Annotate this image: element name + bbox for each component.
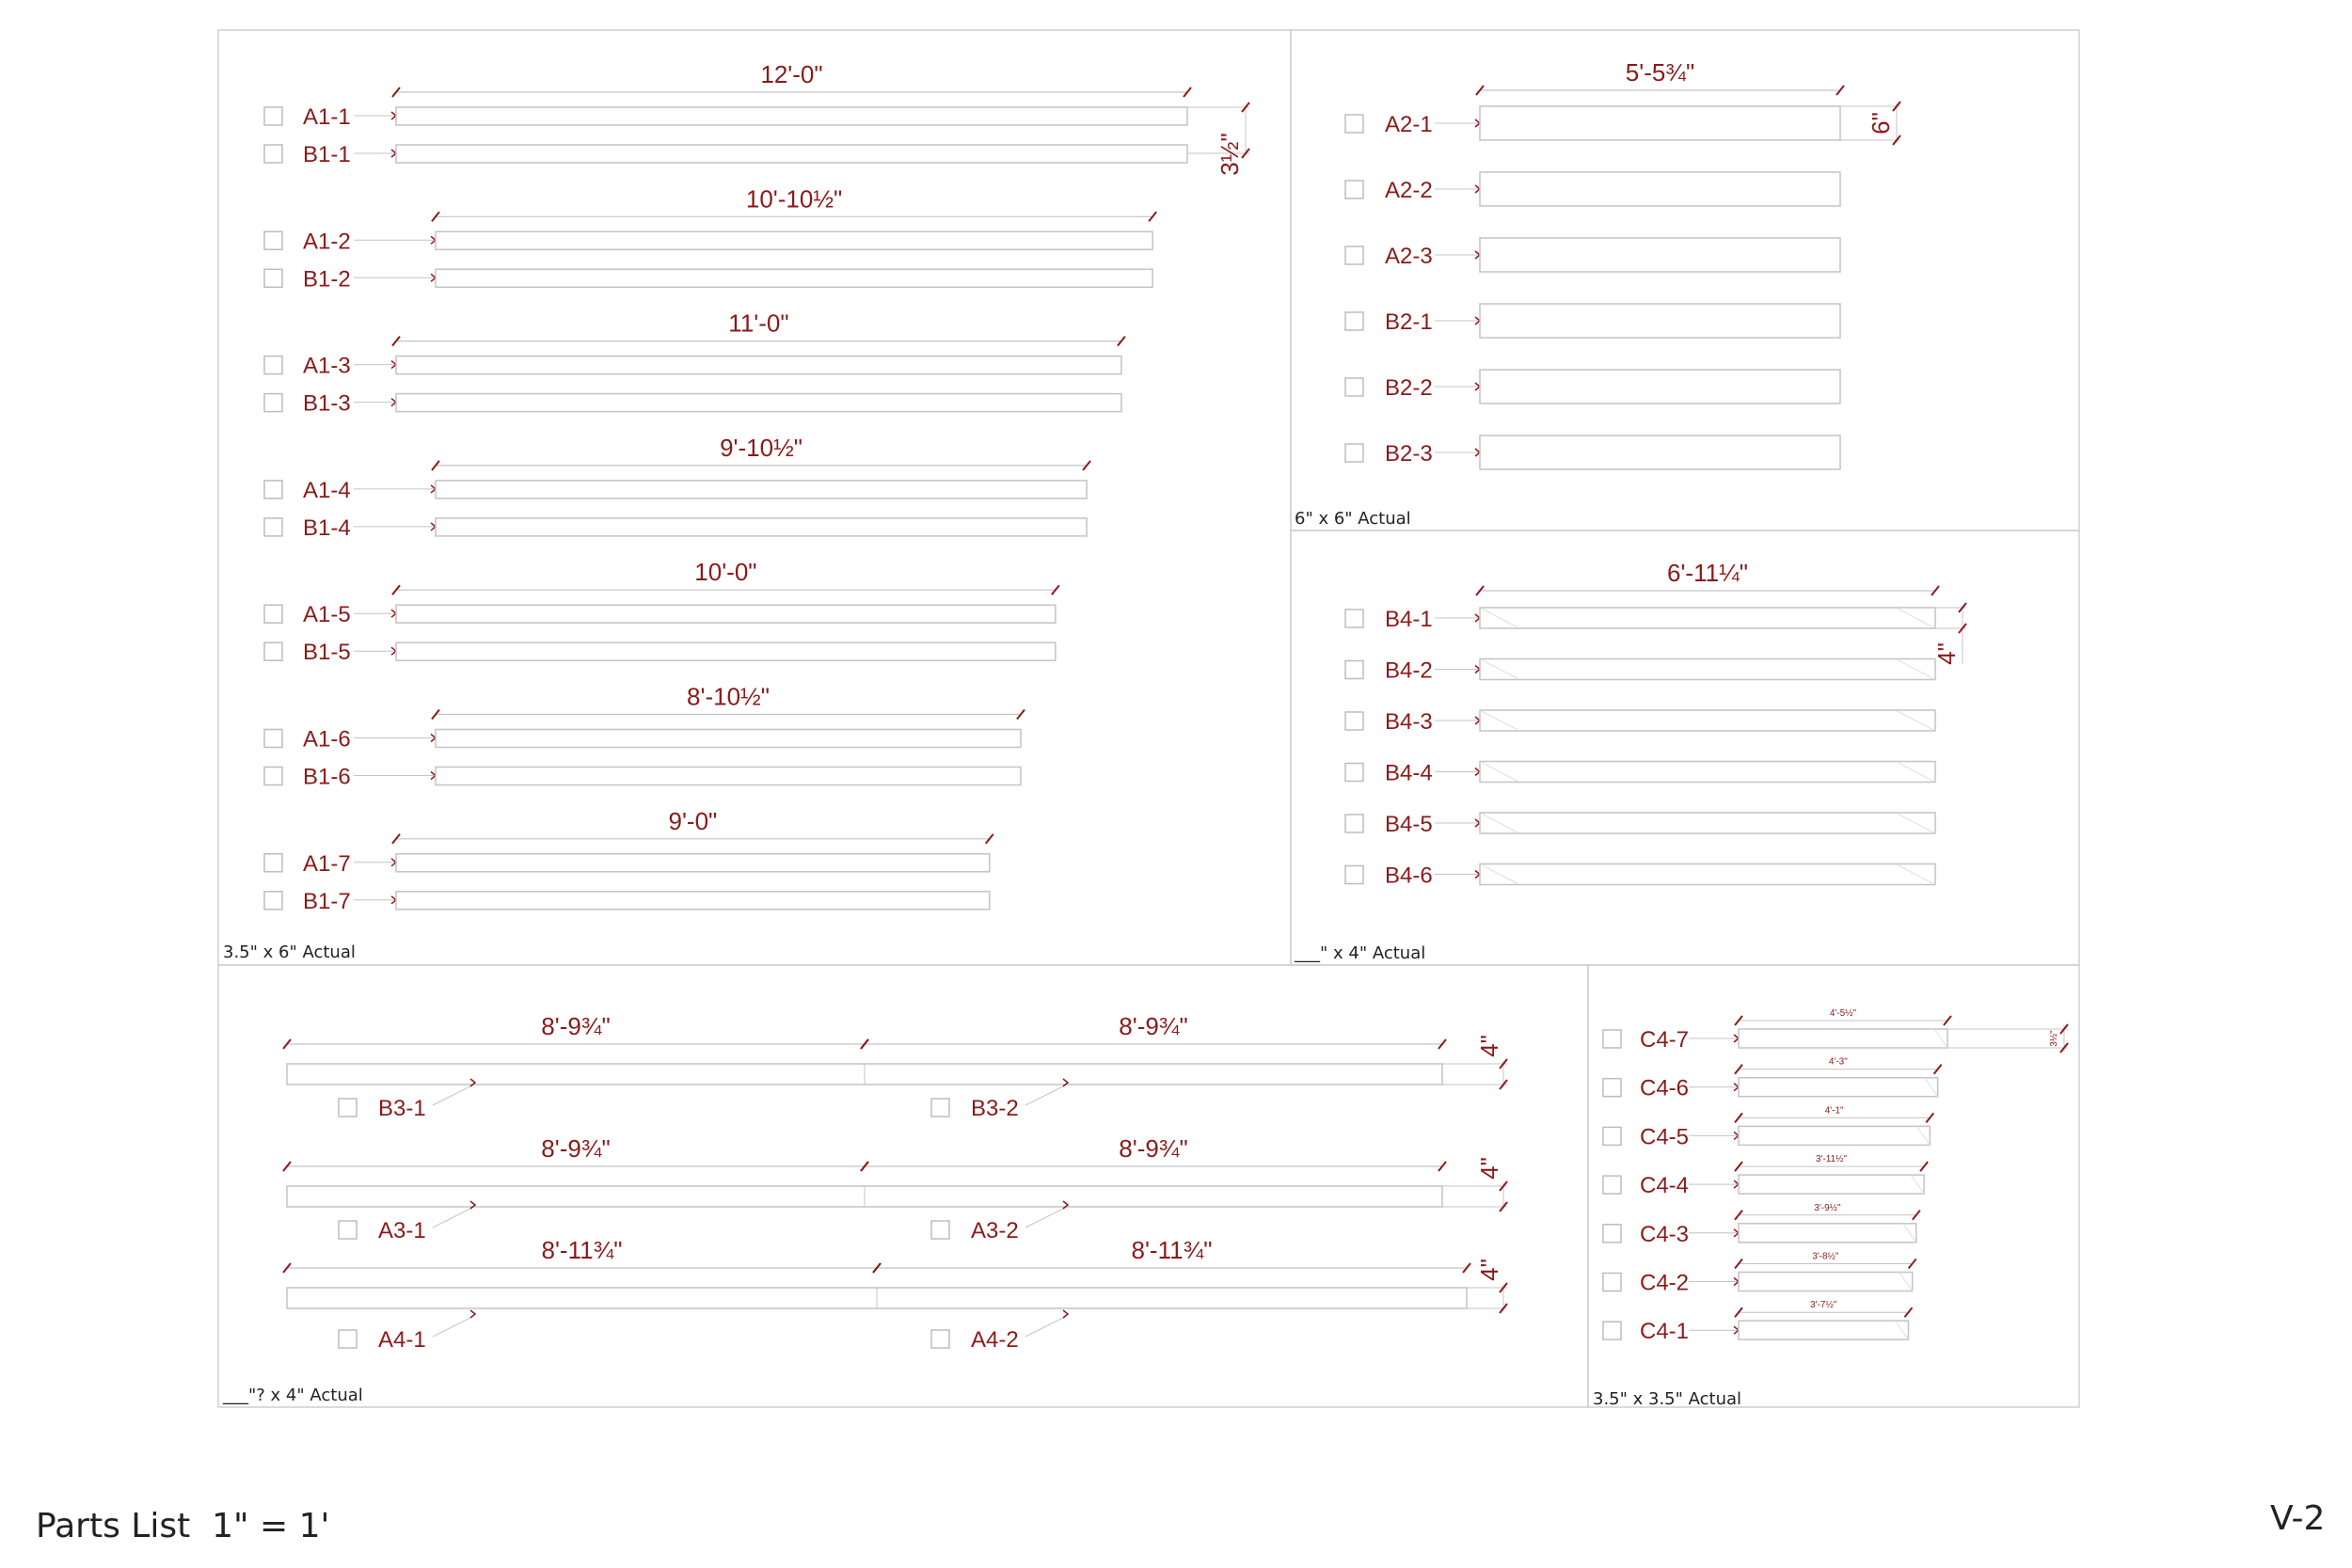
- board-B1-6: [436, 768, 1021, 785]
- part-label-B2-3: B2-3: [1385, 441, 1433, 467]
- post-dim-label-C4-5: 4'-1": [1824, 1105, 1844, 1117]
- board-B4-1: [1480, 608, 1935, 628]
- part-label-A4-2: A4-2: [971, 1327, 1019, 1353]
- part-label-B1-7: B1-7: [303, 888, 351, 914]
- part-label-A2-3: A2-3: [1385, 244, 1433, 269]
- part-label-B1-4: B1-4: [303, 515, 351, 541]
- post-dim-label-C4-2: 3'-8½": [1812, 1251, 1839, 1262]
- panel-long-beams: [283, 1012, 1507, 1353]
- panel-x4-boards: [1345, 559, 1966, 889]
- checkbox-A3-2: [931, 1221, 949, 1239]
- board-B4-4: [1480, 762, 1935, 783]
- part-label-A4-1: A4-1: [378, 1327, 426, 1353]
- checkbox-A1-2: [264, 231, 282, 249]
- depth-dim-label: 3½": [1216, 133, 1244, 176]
- part-label-A1-4: A1-4: [303, 477, 351, 503]
- post-dim-label-C4-4: 3'-11½": [1816, 1154, 1848, 1165]
- checkbox-A4-1: [339, 1330, 357, 1348]
- checkbox-A1-7: [264, 854, 282, 872]
- checkbox-A2-2: [1345, 181, 1363, 198]
- checkbox-B1-1: [264, 145, 282, 163]
- part-label-A2-1: A2-1: [1385, 112, 1433, 137]
- board-A1-7: [396, 854, 990, 872]
- beam-dim-3b-label: 8'-11¾": [1131, 1236, 1213, 1264]
- checkbox-B1-5: [264, 642, 282, 660]
- checkbox-B3-2: [931, 1099, 949, 1117]
- part-label-B4-2: B4-2: [1385, 657, 1433, 684]
- part-label-B1-2: B1-2: [303, 266, 351, 293]
- checkbox-A1-3: [264, 356, 282, 374]
- part-label-B4-5: B4-5: [1385, 812, 1433, 837]
- panel-3x6-boards: [264, 60, 1249, 914]
- panel-3x3-posts: [1603, 1008, 2068, 1344]
- leader-A4-1: [433, 1314, 475, 1337]
- board-C4-6: [1739, 1078, 1938, 1097]
- checkbox-B1-4: [264, 518, 282, 536]
- checkbox-B3-1: [339, 1099, 357, 1117]
- post-dim-label-C4-3: 3'-9½": [1814, 1202, 1841, 1213]
- board-B2-1: [1480, 304, 1840, 338]
- checkbox-B1-6: [264, 768, 282, 785]
- board-C4-2: [1739, 1273, 1913, 1291]
- checkbox-B1-2: [264, 269, 282, 287]
- part-label-B4-4: B4-4: [1385, 760, 1433, 786]
- part-label-B4-6: B4-6: [1385, 863, 1433, 889]
- leader-B3-2: [1025, 1083, 1068, 1105]
- part-label-A3-2: A3-2: [971, 1218, 1019, 1243]
- board-B4-5: [1480, 813, 1935, 833]
- c-depth-label: 3½": [2049, 1030, 2059, 1047]
- board-A1-5: [396, 605, 1056, 623]
- panel-5-label: 3.5" x 3.5" Actual: [1593, 1389, 1742, 1409]
- frame-panel-3: [1291, 531, 2079, 965]
- board-A1-1: [396, 107, 1187, 125]
- part-label-A2-2: A2-2: [1385, 178, 1433, 203]
- panel-6x6-posts: [1345, 58, 1900, 469]
- length-dim-7-label: 9'-0": [668, 806, 718, 835]
- board-B1-2: [436, 269, 1152, 287]
- board-B1-4: [436, 518, 1087, 536]
- checkbox-B4-1: [1345, 610, 1363, 627]
- checkbox-B2-2: [1345, 378, 1363, 396]
- checkbox-C4-1: [1603, 1322, 1621, 1339]
- part-label-C4-4: C4-4: [1640, 1173, 1690, 1199]
- beam-dim-2a-label: 8'-9¾": [541, 1134, 611, 1163]
- part-label-C4-2: C4-2: [1640, 1270, 1690, 1296]
- checkbox-B2-3: [1345, 444, 1363, 462]
- panel-4-label: ___"? x 4" Actual: [223, 1386, 363, 1405]
- beam-depth-label-1: 4": [1475, 1035, 1503, 1057]
- part-label-B3-1: B3-1: [378, 1096, 426, 1121]
- checkbox-C4-2: [1603, 1274, 1621, 1291]
- leader-A4-2: [1025, 1314, 1068, 1337]
- board-B4-3: [1480, 710, 1935, 731]
- leader-arrow-A4-1: [470, 1310, 475, 1318]
- board-B4-2: [1480, 659, 1935, 680]
- checkbox-B4-3: [1345, 712, 1363, 730]
- beam-dim-3a-label: 8'-11¾": [541, 1236, 623, 1264]
- board-B1-7: [396, 892, 990, 910]
- board-B2-3: [1480, 436, 1840, 469]
- length-dim-3-label: 11'-0": [728, 309, 789, 338]
- post-depth-label: 6": [1867, 112, 1895, 135]
- checkbox-B1-7: [264, 892, 282, 910]
- leader-A3-1: [433, 1205, 475, 1227]
- board-A2-1: [1480, 106, 1840, 140]
- board-A1-4: [436, 481, 1087, 499]
- board-B1-3: [396, 394, 1121, 412]
- board-A2-2: [1480, 172, 1840, 206]
- board-A2-3: [1480, 238, 1840, 272]
- part-label-C4-5: C4-5: [1640, 1124, 1690, 1150]
- length-dim-4-label: 9'-10½": [720, 433, 803, 462]
- part-label-B2-1: B2-1: [1385, 309, 1433, 335]
- part-label-B4-1: B4-1: [1385, 607, 1433, 632]
- post-dim-label-C4-1: 3'-7½": [1810, 1300, 1837, 1311]
- checkbox-C4-7: [1603, 1030, 1621, 1048]
- board-B1-5: [396, 642, 1056, 660]
- beam-depth-label-3: 4": [1475, 1259, 1503, 1281]
- checkbox-C4-4: [1603, 1176, 1621, 1194]
- part-label-A1-3: A1-3: [303, 353, 351, 379]
- part-label-C4-7: C4-7: [1640, 1027, 1690, 1053]
- length-dim-6-label: 8'-10½": [687, 682, 770, 711]
- board-C4-5: [1739, 1126, 1930, 1145]
- part-label-C4-1: C4-1: [1640, 1319, 1690, 1345]
- part-label-C4-6: C4-6: [1640, 1075, 1690, 1101]
- part-label-A1-7: A1-7: [303, 850, 351, 877]
- checkbox-A1-4: [264, 481, 282, 499]
- part-label-B2-2: B2-2: [1385, 375, 1433, 401]
- board-C4-3: [1739, 1224, 1916, 1243]
- checkbox-C4-5: [1603, 1127, 1621, 1145]
- checkbox-B4-5: [1345, 815, 1363, 832]
- part-label-B1-6: B1-6: [303, 764, 351, 790]
- checkbox-A4-2: [931, 1330, 949, 1348]
- post-length-dim-label: 5'-5¾": [1625, 58, 1695, 87]
- part-label-B1-3: B1-3: [303, 390, 351, 417]
- board-C4-4: [1739, 1175, 1924, 1194]
- sheet-number: V-2: [2270, 1499, 2326, 1538]
- post-dim-label-C4-6: 4'-3": [1828, 1056, 1848, 1068]
- part-label-A1-5: A1-5: [303, 602, 351, 628]
- checkbox-C4-6: [1603, 1079, 1621, 1097]
- checkbox-A1-1: [264, 107, 282, 125]
- board-B4-6: [1480, 864, 1935, 885]
- beam-dim-1b-label: 8'-9¾": [1119, 1012, 1188, 1040]
- board-A1-2: [436, 231, 1152, 249]
- checkbox-A1-6: [264, 730, 282, 748]
- checkbox-A1-5: [264, 605, 282, 623]
- x4-length-dim-label: 6'-11¼": [1667, 559, 1748, 587]
- checkbox-B4-4: [1345, 764, 1363, 782]
- part-label-B1-1: B1-1: [303, 142, 351, 167]
- leader-arrow-A4-2: [1063, 1310, 1068, 1318]
- part-label-C4-3: C4-3: [1640, 1221, 1690, 1247]
- sheet-title: Parts List 1" = 1': [36, 1507, 330, 1545]
- length-dim-2-label: 10'-10½": [745, 184, 843, 214]
- checkbox-A3-1: [339, 1221, 357, 1239]
- part-label-A1-1: A1-1: [303, 104, 351, 130]
- board-B1-1: [396, 145, 1187, 163]
- board-B2-2: [1480, 370, 1840, 404]
- checkbox-A2-1: [1345, 115, 1363, 133]
- part-label-B3-2: B3-2: [971, 1096, 1019, 1121]
- board-C4-1: [1739, 1321, 1909, 1339]
- panel-1-label: 3.5" x 6" Actual: [223, 942, 356, 962]
- panel-3-label: ___" x 4" Actual: [1295, 943, 1426, 963]
- leader-A3-2: [1025, 1205, 1068, 1227]
- checkbox-B4-2: [1345, 661, 1363, 679]
- beam-dim-1a-label: 8'-9¾": [541, 1012, 611, 1040]
- beam-depth-label-2: 4": [1475, 1157, 1503, 1180]
- checkbox-B2-1: [1345, 312, 1363, 330]
- post-dim-label-C4-7: 4'-5½": [1829, 1008, 1857, 1019]
- board-A1-6: [436, 730, 1021, 748]
- checkbox-B4-6: [1345, 866, 1363, 884]
- board-A1-3: [396, 356, 1121, 374]
- panel-2-label: 6" x 6" Actual: [1295, 509, 1411, 529]
- part-label-B1-5: B1-5: [303, 640, 351, 666]
- part-label-B4-3: B4-3: [1385, 709, 1433, 735]
- part-label-A3-1: A3-1: [378, 1218, 426, 1243]
- length-dim-1-label: 12'-0": [760, 60, 823, 88]
- length-dim-5-label: 10'-0": [694, 558, 757, 587]
- checkbox-B1-3: [264, 394, 282, 412]
- checkbox-A2-3: [1345, 246, 1363, 264]
- part-label-A1-6: A1-6: [303, 726, 351, 752]
- x4-depth-label: 4": [1932, 642, 1961, 665]
- leader-B3-1: [433, 1083, 475, 1105]
- checkbox-C4-3: [1603, 1225, 1621, 1243]
- beam-dim-2b-label: 8'-9¾": [1119, 1134, 1188, 1163]
- part-label-A1-2: A1-2: [303, 229, 351, 255]
- board-C4-7: [1739, 1029, 1947, 1048]
